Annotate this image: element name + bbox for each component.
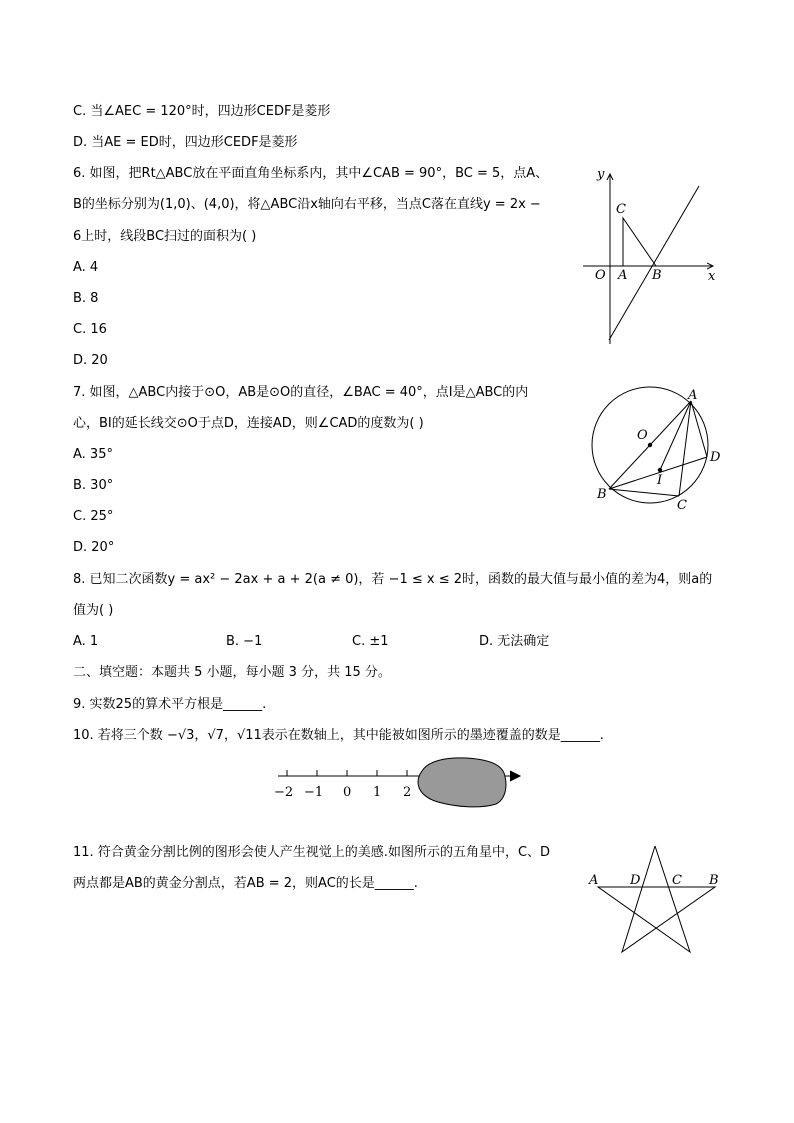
q8-option-b: B. −1: [226, 634, 263, 649]
q7-circle-figure: [585, 385, 730, 520]
incenter-dot-i: [658, 468, 662, 472]
label-i: I: [657, 473, 663, 488]
label-b: B: [709, 873, 719, 888]
line-ad: [691, 401, 707, 457]
label-a: A: [688, 388, 698, 403]
label-c: C: [616, 202, 626, 217]
number-line-arrow: [510, 771, 520, 781]
q5-option-c: C. 当∠AEC = 120°时，四边形CEDF是菱形: [73, 104, 331, 119]
section2-heading: 二、填空题：本题共 5 小题，每小题 3 分，共 15 分。: [73, 665, 391, 680]
tick-label-minus1: −1: [304, 785, 324, 800]
q6-option-a: A. 4: [73, 260, 99, 275]
q7-option-a: A. 35°: [73, 447, 113, 462]
label-d: D: [710, 450, 721, 465]
center-dot-o: [648, 443, 652, 447]
q8-text-line1: 8. 已知二次函数y = ax² − 2ax + a + 2(a ≠ 0)，若 −1 ≤ x ≤ 2时，函数的最大值与最小值的差为4，则a的: [73, 572, 713, 587]
q11-star-figure: [585, 842, 725, 960]
q8-option-a: A. 1: [73, 634, 99, 649]
q11-text-line2: 两点都是AB的黄金分割点，若AB = 2，则AC的长是______.: [73, 876, 418, 891]
q9-text: 9. 实数25的算术平方根是______.: [73, 697, 267, 712]
q7-option-c: C. 25°: [73, 509, 114, 524]
tick-marks: [287, 770, 407, 776]
label-o: O: [595, 268, 606, 283]
q6-coordinate-figure: [575, 160, 725, 350]
q6-text-line1: 6. 如图，把Rt△ABC放在平面直角坐标系内，其中∠CAB = 90°，BC = 5，点A、: [73, 166, 549, 181]
tick-label-0: 0: [343, 785, 352, 800]
label-a: A: [589, 873, 599, 888]
label-o: O: [637, 428, 648, 443]
q10-number-line-figure: [270, 755, 530, 810]
tick-label-1: 1: [373, 785, 382, 800]
q6-text-line2: B的坐标分别为(1,0)、(4,0)，将△ABC沿x轴向右平移，当点C落在直线y = 2x −: [73, 197, 541, 212]
q6-option-d: D. 20: [73, 353, 108, 368]
q10-text: 10. 若将三个数 −√3，√7，√11表示在数轴上，其中能被如图所示的墨迹覆盖的数是______.: [73, 728, 604, 743]
ink-blot: [418, 758, 506, 807]
label-x: x: [708, 269, 716, 284]
q5-option-d: D. 当AE = ED时，四边形CEDF是菱形: [73, 135, 298, 150]
tick-label-2: 2: [403, 785, 412, 800]
q7-text-line2: 心，BI的延长线交⊙O于点D，连接AD，则∠CAD的度数为( ): [73, 416, 424, 431]
q7-option-b: B. 30°: [73, 478, 114, 493]
q11-text-line1: 11. 符合黄金分割比例的图形会使人产生视觉上的美感.如图所示的五角星中，C、D: [73, 845, 551, 860]
label-y: y: [597, 167, 605, 182]
label-b: B: [597, 487, 607, 502]
tick-label-minus2: −2: [274, 785, 294, 800]
label-a: A: [618, 268, 628, 283]
q7-option-d: D. 20°: [73, 540, 115, 555]
label-d: D: [630, 873, 641, 888]
five-point-star: [598, 846, 715, 952]
label-c: C: [677, 498, 687, 513]
q6-text-line3: 6上时，线段BC扫过的面积为( ): [73, 229, 257, 244]
q8-text-line2: 值为( ): [73, 603, 114, 618]
q8-option-c: C. ±1: [352, 634, 389, 649]
side-bc: [609, 489, 679, 496]
q8-option-d: D. 无法确定: [479, 634, 550, 649]
triangle-abc: [623, 218, 656, 266]
q6-option-b: B. 8: [73, 291, 99, 306]
q6-option-c: C. 16: [73, 322, 107, 337]
label-b: B: [652, 268, 662, 283]
label-c: C: [672, 873, 682, 888]
q7-text-line1: 7. 如图，△ABC内接于⊙O，AB是⊙O的直径，∠BAC = 40°，点I是△ABC的内: [73, 385, 529, 400]
